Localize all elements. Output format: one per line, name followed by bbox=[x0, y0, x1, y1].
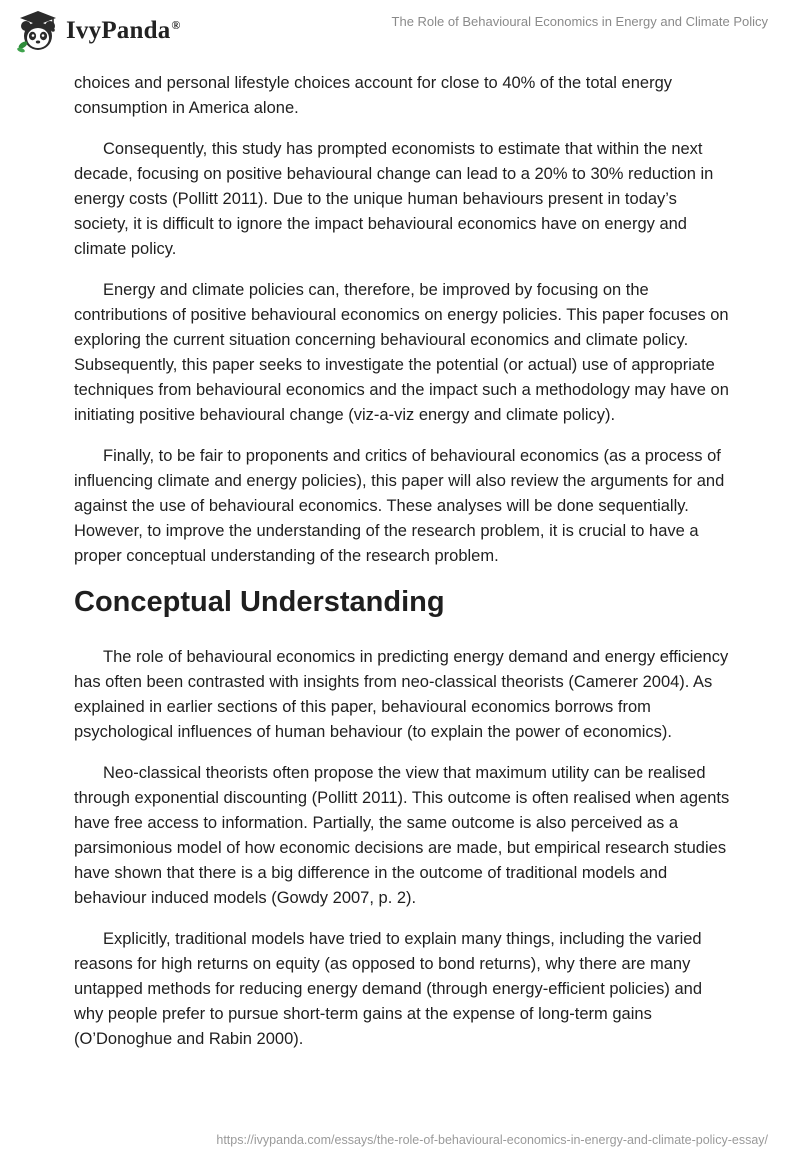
paragraph: choices and personal lifestyle choices account for close to 40% of the total energy consumption in America alone. bbox=[74, 74, 673, 117]
paragraph: Neo-classical theorists often propose the view that maximum utility can be realised through exponential discounting (Pollitt 2011). This outcome is often realised when agents have free access to information. Partially, the same outcome is also perceived as a parsimonious model of how economic decisions are made, but empirical research studies have shown that there is a big difference in the outcome of traditional models and behaviour induced models (Gowdy 2007, p. 2). bbox=[74, 764, 730, 907]
source-url[interactable]: https://ivypanda.com/essays/the-role-of-behavioural-economics-in-energy-and-climate-policy-essay/ bbox=[216, 1133, 768, 1147]
paragraph: The role of behavioural economics in predicting energy demand and energy efficiency has often been contrasted with insights from neo-classical theorists (Camerer 2004). As explained in earlier sections of this paper, behavioural economics borrows from psychological influences of human behaviour (to explain the power of economics). bbox=[74, 648, 729, 741]
registered-mark: ® bbox=[171, 18, 181, 32]
panda-graduate-icon bbox=[16, 9, 60, 53]
essay-body bbox=[74, 71, 734, 1068]
logo-wordmark: IvyPanda® bbox=[66, 17, 181, 44]
section-heading: Conceptual Understanding bbox=[74, 586, 445, 618]
ivypanda-logo[interactable] bbox=[16, 9, 181, 53]
document-title: The Role of Behavioural Economics in Energy and Climate Policy bbox=[391, 14, 768, 29]
paragraph: Finally, to be fair to proponents and critics of behavioural economics (as a process of influencing climate and energy policies), this paper will also review the arguments for and against the use of behavioural economics. These analyses will be done sequentially. However, to improve the understanding of the research problem, it is crucial to have a proper conceptual understanding of the research problem. bbox=[74, 447, 725, 565]
paragraph: Explicitly, traditional models have tried to explain many things, including the varied reasons for high returns on equity (as opposed to bond returns), why there are many untapped methods for reducing energy demand (through energy-efficient policies) and why people prefer to pursue short-term gains at the expense of long-term gains (O’Donoghue and Rabin 2000). bbox=[74, 930, 703, 1048]
paragraph: Energy and climate policies can, therefore, be improved by focusing on the contributions of positive behavioural economics on energy policies. This paper focuses on exploring the current situation concerning behavioural economics and climate policy. Subsequently, this paper seeks to investigate the potential (or actual) use of appropriate techniques from behavioural economics and the impact such a methodology may have on initiating positive behavioural change (viz-a-viz energy and climate policy). bbox=[74, 281, 729, 424]
page-header bbox=[0, 0, 800, 62]
paragraph: Consequently, this study has prompted economists to estimate that within the next decade, focusing on positive behavioural change can lead to a 20% to 30% reduction in energy costs (Pollitt 2011). Due to the unique human behaviours present in today’s society, it is difficult to ignore the impact behavioural economics have on energy and climate policy. bbox=[74, 140, 714, 258]
